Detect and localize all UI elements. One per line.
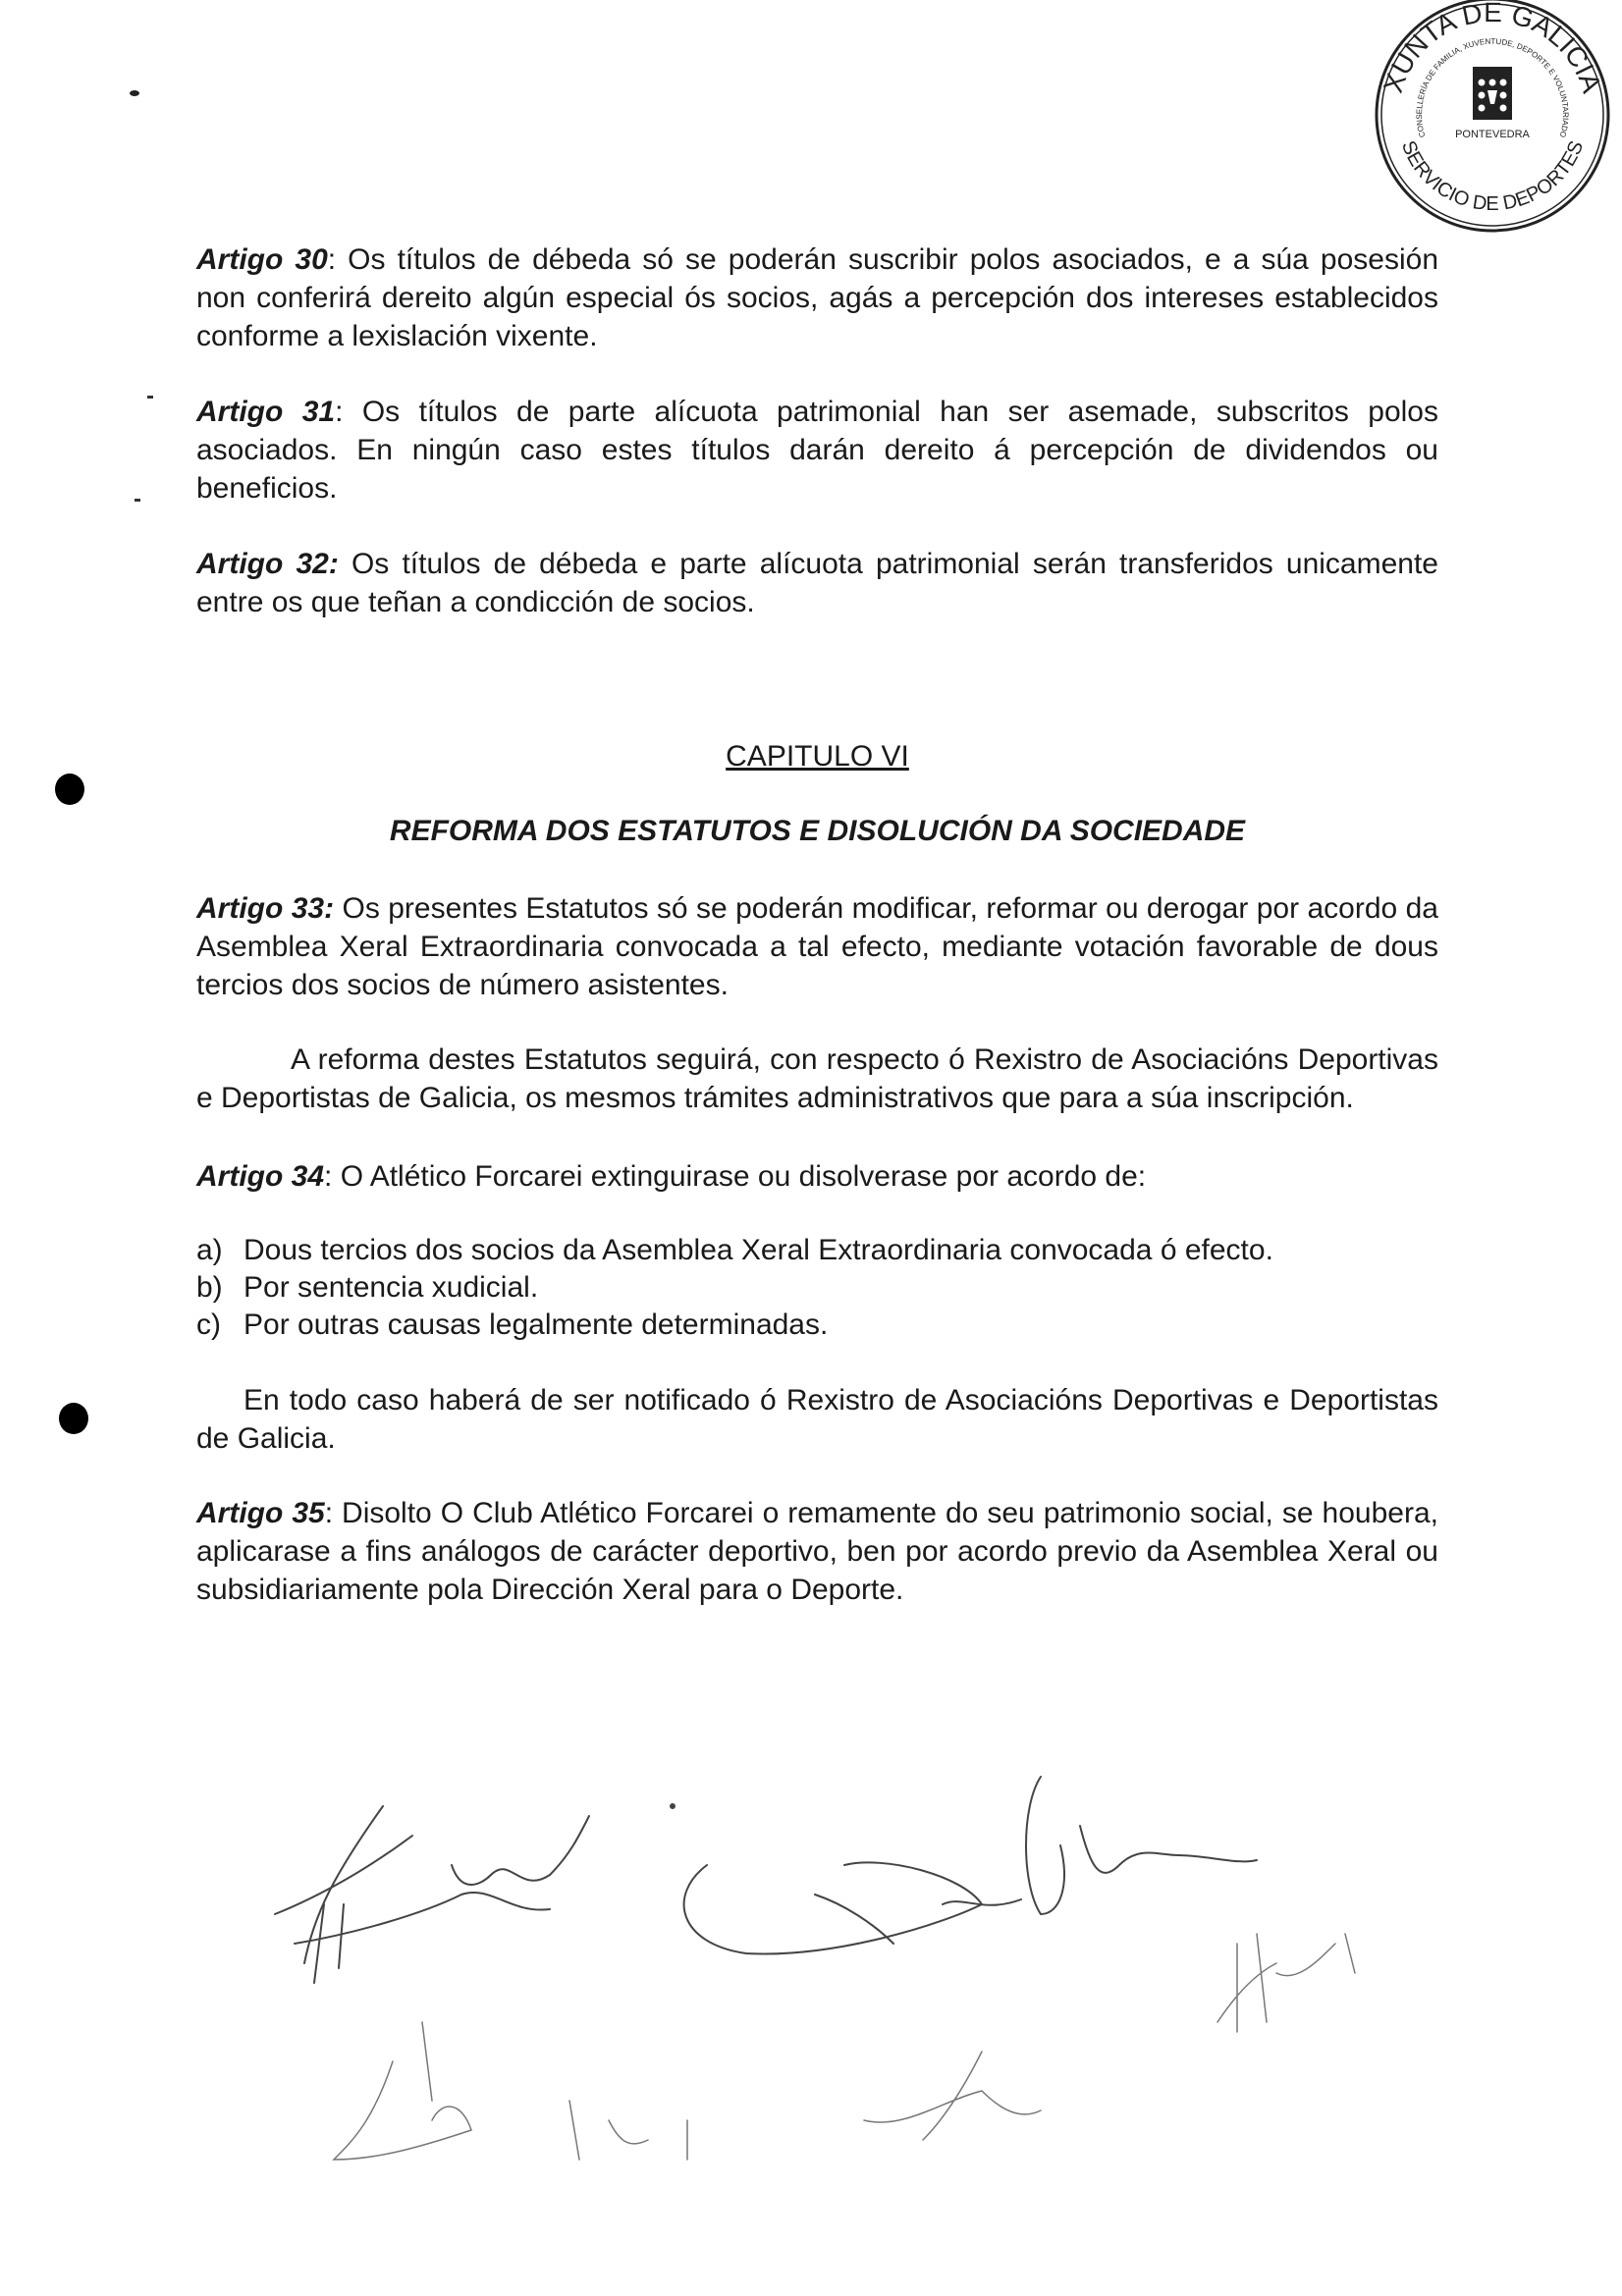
svg-text:CONSELLERÍA DE FAMILIA, XUVENT: CONSELLERÍA DE FAMILIA, XUVENTUDE, DEPORTE E VOLUNTARIADO xyxy=(1414,36,1571,139)
document-body xyxy=(196,240,1438,1646)
signatures xyxy=(0,1747,1622,2238)
article-text: : O Atlético Forcarei extinguirase ou disolverase por acordo de: xyxy=(324,1160,1147,1193)
scan-speck xyxy=(147,396,153,399)
article-text: : Disolto O Club Atlético Forcarei o remamente do seu patrimonio social, se houbera, aplicarase a fins análogos de carácter deportivo, ben por acordo previo da Asemblea Xeral ou subsidiariamente pola Dirección Xeral para o Deporte. xyxy=(196,1497,1438,1606)
article-33 xyxy=(196,889,1438,1004)
punch-hole xyxy=(55,774,84,805)
article-34-list xyxy=(196,1232,1438,1344)
svg-text:SERVICIO DE DEPORTES: SERVICIO DE DEPORTES xyxy=(1396,137,1589,216)
signature xyxy=(334,1934,1355,2160)
article-text: Os presentes Estatutos só se poderán modificar, reformar ou derogar por acordo da Asemblea Xeral Extraordinaria convocada a tal efecto, mediante votación favorable de dous tercios dos socios de número asistentes. xyxy=(196,892,1438,1001)
article-text: Os títulos de débeda e parte alícuota patrimonial serán transferidos unicamente entre os que teñan a condicción de socios. xyxy=(196,548,1438,618)
article-text: Os títulos de débeda só se poderán suscribir polos asociados, e a súa posesión non conferirá dereito algún especial ós socios, agás a percepción dos intereses establecidos conforme a lexislación vixente. xyxy=(196,243,1439,352)
article-31: Artigo 31: Os títulos de parte alícuota patrimonial han ser asemade, subscritos polos asociados. En ningún caso estes títulos darán dereito á percepción de dividendos ou beneficios. xyxy=(196,396,1438,505)
article-32 xyxy=(196,545,1438,621)
article-label: Artigo 31 xyxy=(196,396,336,428)
list-item: c) Por outras causas legalmente determinadas. xyxy=(196,1308,829,1341)
chapter-subtitle: REFORMA DOS ESTATUTOS E DISOLUCIÓN DA SOCIEDADE xyxy=(389,815,1246,847)
scan-speck xyxy=(130,90,139,96)
article-text: Os títulos de parte alícuota patrimonial han ser asemade, subscritos polos asociados. En ningún caso estes títulos darán dereito á percepción de dividendos ou beneficios. xyxy=(196,396,1438,505)
article-30: Artigo 30: Os títulos de débeda só se poderán suscribir polos asociados, e a súa posesión non conferirá dereito algún especial ós socios, agás a percepción dos intereses establecidos conforme a lexislación vixente. xyxy=(196,243,1439,352)
article-33-paragraph-2: A reforma destes Estatutos seguirá, con respecto ó Rexistro de Asociacións Deportivas e Deportistas de Galicia, os mesmos trámites administrativos que para a súa inscripción. xyxy=(196,1043,1438,1114)
signature xyxy=(275,1806,589,1983)
article-label: Artigo 34 xyxy=(196,1160,325,1193)
official-stamp xyxy=(1370,0,1615,238)
article-35 xyxy=(196,1494,1438,1609)
article-label: Artigo 30 xyxy=(196,243,328,276)
signature xyxy=(671,1777,1257,1953)
article-label: Artigo 33: xyxy=(196,892,335,925)
article-label: Artigo 32: xyxy=(196,548,339,580)
article-34-paragraph-2: En todo caso haberá de ser notificado ó Rexistro de Asociacións Deportivas e Deportistas de Galicia. xyxy=(196,1384,1438,1455)
svg-text:XUNTA DE GALICIA: XUNTA DE GALICIA xyxy=(1378,0,1607,97)
svg-text:PONTEVEDRA: PONTEVEDRA xyxy=(1455,129,1530,140)
article-34 xyxy=(196,1157,1438,1196)
punch-hole xyxy=(59,1403,88,1434)
scan-speck xyxy=(135,499,140,502)
list-item: a) Dous tercios dos socios da Asemblea Xeral Extraordinaria convocada ó efecto. xyxy=(196,1234,1273,1266)
chapter-title: CAPITULO VI xyxy=(726,740,909,773)
article-label: Artigo 35 xyxy=(196,1497,325,1529)
list-item: b) Por sentencia xudicial. xyxy=(196,1271,539,1304)
